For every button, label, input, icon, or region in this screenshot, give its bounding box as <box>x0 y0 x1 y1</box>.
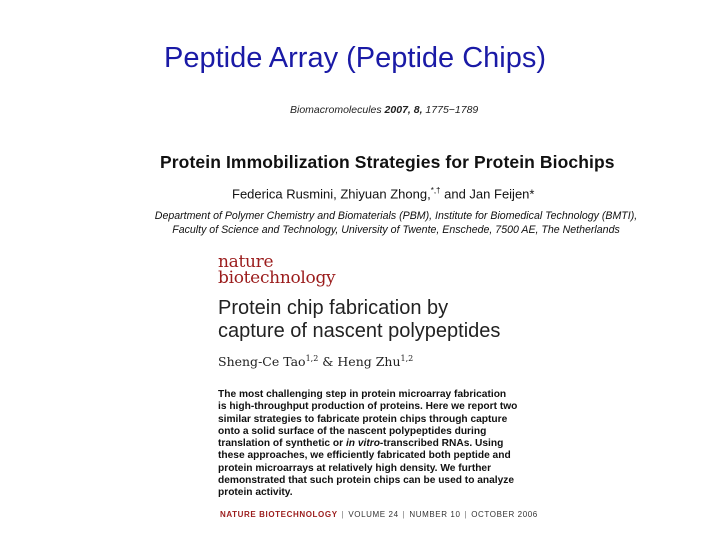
paper2-author1-affil: 1,2 <box>305 354 319 363</box>
paper1-affiliation-line2: Faculty of Science and Technology, University of Twente, Enschede, 7500 AE, The Netherlands <box>172 223 620 236</box>
paper2-title-line2: capture of nascent polypeptides <box>218 320 501 342</box>
abstract-segment: translation of synthetic or <box>218 438 344 450</box>
footer-divider: | <box>402 510 406 519</box>
paper1-pages: 1775−1789 <box>425 104 479 116</box>
journal-logo-line1: nature <box>218 252 274 272</box>
abstract-line: The most challenging step in protein microarray fabrication <box>218 389 507 400</box>
paper2-author-join: & Heng Zhu <box>322 354 401 370</box>
paper1-author-marks: *,† <box>430 186 441 195</box>
abstract-line: similar strategies to fabricate protein chips through capture <box>218 413 508 425</box>
footer-date: OCTOBER 2006 <box>471 510 538 519</box>
footer-volume: VOLUME 24 <box>348 510 399 519</box>
abstract-line: onto a solid surface of the nascent polypeptides during <box>218 425 487 437</box>
paper1-authors <box>232 186 534 201</box>
paper2-title <box>218 297 538 343</box>
footer-number: NUMBER 10 <box>409 510 461 519</box>
paper1-authors-main: Federica Rusmini, Zhiyuan Zhong, <box>232 186 431 202</box>
paper1-authors-tail: and Jan Feijen* <box>444 186 535 202</box>
nature-biotechnology-logo <box>218 254 335 286</box>
paper1-affiliation <box>126 210 666 237</box>
paper2-abstract <box>218 389 518 500</box>
paper2-author2-affil: 1,2 <box>400 354 414 363</box>
footer-divider: | <box>464 510 468 519</box>
paper2-title-line1: Protein chip fabrication by <box>218 297 449 319</box>
paper1-journal: Biomacromolecules <box>290 104 382 116</box>
paper2-author1: Sheng-Ce Tao <box>218 354 306 370</box>
footer-brand: NATURE BIOTECHNOLOGY <box>220 510 338 519</box>
abstract-line: is high-throughput production of proteins. Here we report two <box>218 401 518 413</box>
abstract-line: these approaches, we efficiently fabricated both peptide and <box>218 450 511 462</box>
footer-divider: | <box>341 510 345 519</box>
journal-footer <box>220 510 538 519</box>
abstract-line: protein microarrays at relatively high density. We further <box>218 462 492 474</box>
abstract-line: demonstrated that such protein chips can be used to analyze <box>218 475 515 487</box>
abstract-italic-segment: in vitro <box>345 438 380 450</box>
paper2-authors <box>218 354 413 369</box>
paper1-affiliation-line1: Department of Polymer Chemistry and Biomaterials (PBM), Institute for Biomedical Technology (BMTI), <box>154 210 638 222</box>
paper1-citation <box>290 104 478 116</box>
slide-title: Peptide Array (Peptide Chips) <box>163 42 547 74</box>
paper1-year-volume: 2007, 8, <box>384 104 423 116</box>
journal-logo-line2: biotechnology <box>218 268 336 288</box>
abstract-segment: -transcribed RNAs. Using <box>379 438 504 450</box>
abstract-line <box>218 438 508 450</box>
abstract-line: protein activity. <box>218 487 293 499</box>
paper1-title: Protein Immobilization Strategies for Protein Biochips <box>160 152 615 172</box>
